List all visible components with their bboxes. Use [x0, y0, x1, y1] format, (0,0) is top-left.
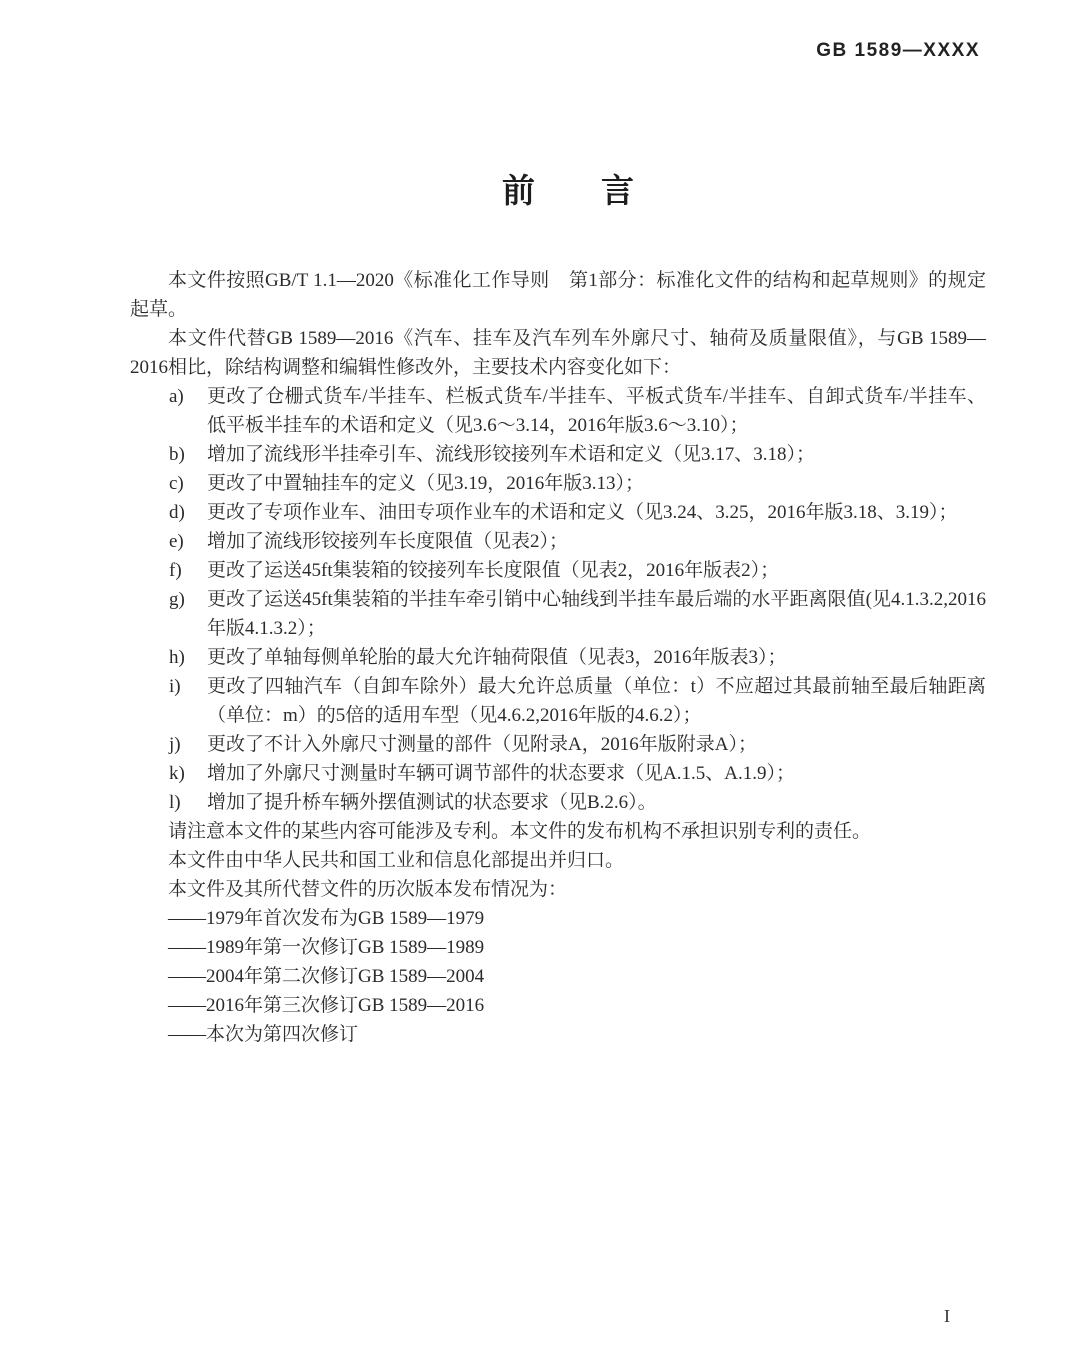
list-item-text: 更改了运送45ft集装箱的半挂车牵引销中心轴线到半挂车最后端的水平距离限值(见4.1.3.2,2016年版4.1.3.2）；	[207, 589, 986, 639]
list-item-text: 更改了不计入外廓尺寸测量的部件（见附录A，2016年版附录A）；	[207, 734, 757, 755]
list-item-label: l)	[169, 792, 181, 813]
list-item-text: 更改了中置轴挂车的定义（见3.19，2016年版3.13）；	[207, 473, 645, 494]
list-item	[130, 643, 986, 672]
history-line: ——2016年第三次修订GB 1589—2016	[168, 995, 485, 1016]
page-number: I	[944, 1306, 950, 1326]
list-item-label: c)	[169, 473, 184, 494]
list-item-text: 增加了外廓尺寸测量时车辆可调节部件的状态要求（见A.1.5、A.1.9）；	[207, 763, 795, 784]
list-item-text: 更改了仓栅式货车/半挂车、栏板式货车/半挂车、平板式货车/半挂车、自卸式货车/半挂车、低平板半挂车的术语和定义（见3.6～3.14，2016年版3.6～3.10）；	[207, 386, 986, 436]
list-item	[130, 759, 986, 788]
paragraph-drafting-basis: 本文件按照GB/T 1.1—2020《标准化工作导则 第1部分：标准化文件的结构和起草规则》的规定起草。	[130, 270, 986, 320]
list-item-label: d)	[169, 502, 185, 523]
list-item-label: g)	[169, 589, 185, 610]
paragraph-issuer: 本文件由中华人民共和国工业和信息化部提出并归口。	[168, 850, 625, 871]
list-item	[130, 440, 986, 469]
list-item-label: i)	[169, 676, 181, 697]
list-item-text: 更改了专项作业车、油田专项作业车的术语和定义（见3.24、3.25，2016年版3.18、3.19）；	[207, 502, 958, 523]
history-line: ——2004年第二次修订GB 1589—2004	[168, 966, 485, 987]
list-item-label: k)	[169, 763, 185, 784]
list-item-text: 增加了提升桥车辆外摆值测试的状态要求（见B.2.6）。	[207, 792, 657, 813]
list-item-text: 更改了运送45ft集装箱的铰接列车长度限值（见表2，2016年版表2）；	[207, 560, 780, 581]
standard-code: GB 1589—XXXX	[816, 40, 980, 61]
list-item-text: 增加了流线形半挂牵引车、流线形铰接列车术语和定义（见3.17、3.18）；	[207, 444, 816, 465]
list-item	[130, 382, 986, 440]
list-item-label: j)	[169, 734, 181, 755]
paragraph-replacement-notice: 本文件代替GB 1589—2016《汽车、挂车及汽车列车外廓尺寸、轴荷及质量限值》，与GB 1589—2016相比，除结构调整和编辑性修改外，主要技术内容变化如下：	[130, 328, 986, 378]
list-item-label: e)	[169, 531, 184, 552]
list-item-label: a)	[169, 386, 184, 407]
list-item	[130, 730, 986, 759]
paragraph-history-intro: 本文件及其所代替文件的历次版本发布情况为：	[168, 879, 568, 900]
list-item	[130, 498, 986, 527]
paragraph-patent-note: 请注意本文件的某些内容可能涉及专利。本文件的发布机构不承担识别专利的责任。	[168, 821, 872, 842]
list-item-label: f)	[169, 560, 182, 581]
history-list	[130, 904, 986, 1049]
history-line: ——本次为第四次修订	[168, 1024, 359, 1045]
list-item-label: h)	[169, 647, 185, 668]
list-item-text: 增加了流线形铰接列车长度限值（见表2）；	[207, 531, 569, 552]
page-title: 前 言	[502, 172, 634, 209]
list-item-label: b)	[169, 444, 185, 465]
list-item	[130, 527, 986, 556]
list-item	[130, 788, 986, 817]
history-line: ——1979年首次发布为GB 1589—1979	[168, 908, 485, 929]
list-item	[130, 672, 986, 730]
changes-list	[130, 382, 986, 817]
list-item-text: 更改了四轴汽车（自卸车除外）最大允许总质量（单位：t）不应超过其最前轴至最后轴距离（单位：m）的5倍的适用车型（见4.6.2,2016年版的4.6.2）；	[207, 676, 986, 726]
list-item	[130, 585, 986, 643]
list-item	[130, 469, 986, 498]
list-item-text: 更改了单轴每侧单轮胎的最大允许轴荷限值（见表3，2016年版表3）；	[207, 647, 787, 668]
list-item	[130, 556, 986, 585]
document-body	[130, 266, 986, 1049]
history-line: ——1989年第一次修订GB 1589—1989	[168, 937, 485, 958]
